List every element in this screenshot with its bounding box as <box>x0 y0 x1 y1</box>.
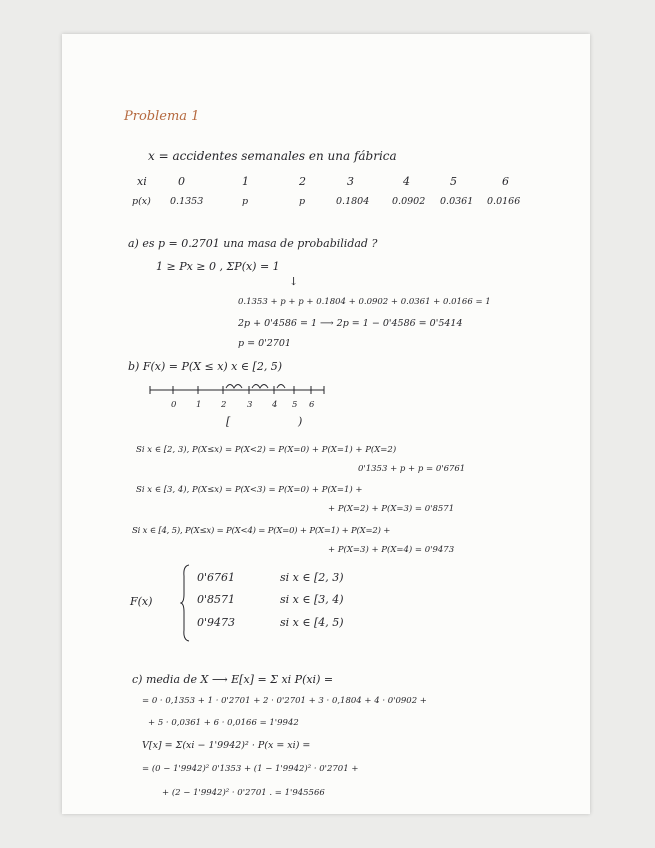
table-px-value: 0.1804 <box>336 196 370 207</box>
table-px-value: 0.0361 <box>440 196 474 207</box>
axis-tick-label: 5 <box>292 400 298 410</box>
table-xi-value: 0 <box>178 175 185 188</box>
part-b-header: b) F(x) = P(X ≤ x) x ∈ [2, 5) <box>128 360 283 373</box>
interval-open-bracket: [ <box>226 415 231 428</box>
table-px-value: 0.1353 <box>170 196 204 207</box>
part-b-line-2a: Si x ∈ [3, 4), P(X≤x) = P(X<3) = P(X=0) + P(X=1) + <box>136 485 363 495</box>
part-b-line-3b: + P(X=3) + P(X=4) = 0'9473 <box>328 545 455 555</box>
table-xi-value: 1 <box>242 175 249 188</box>
table-xi-value: 4 <box>403 175 410 188</box>
table-px-value: 0.0166 <box>487 196 521 207</box>
part-c-line-1: = 0 · 0,1353 + 1 · 0'2701 + 2 · 0'2701 + 3 · 0,1804 + 4 · 0'0902 + <box>142 696 427 706</box>
px-row-label: p(x) <box>132 196 151 207</box>
axis-tick-label: 2 <box>221 400 227 410</box>
case-value: 0'8571 <box>197 593 236 606</box>
axis-tick-label: 4 <box>272 400 278 410</box>
table-px-value: p <box>242 196 249 207</box>
xi-row-label: xi <box>137 175 147 188</box>
piecewise-brace <box>180 564 190 642</box>
case-condition: si x ∈ [4, 5) <box>280 616 344 629</box>
table-px-value: p <box>299 196 306 207</box>
part-c-header: c) media de X ⟶ E[x] = Σ xi P(xi) = <box>132 673 334 686</box>
part-c-line-5: + (2 − 1'9942)² · 0'2701 . = 1'945566 <box>162 788 325 798</box>
case-value: 0'9473 <box>197 616 236 629</box>
problem-title: Problema 1 <box>124 109 200 124</box>
table-xi-value: 6 <box>502 175 509 188</box>
fx-label: F(x) <box>130 595 153 608</box>
table-xi-value: 3 <box>347 175 354 188</box>
part-a-equation-2: 2p + 0'4586 = 1 ⟶ 2p = 1 − 0'4586 = 0'5414 <box>238 318 463 329</box>
table-xi-value: 5 <box>450 175 457 188</box>
table-xi-value: 2 <box>299 175 306 188</box>
axis-tick-label: 3 <box>247 400 253 410</box>
case-condition: si x ∈ [2, 3) <box>280 571 344 584</box>
part-c-line-4: = (0 − 1'9942)² 0'1353 + (1 − 1'9942)² · 0'2701 + <box>142 764 359 774</box>
axis-tick-label: 1 <box>196 400 202 410</box>
axis-tick-label: 0 <box>171 400 177 410</box>
part-b-line-1a: Si x ∈ [2, 3), P(X≤x) = P(X<2) = P(X=0) + P(X=1) + P(X=2) <box>136 445 397 455</box>
part-c-line-3: V[x] = Σ(xi − 1'9942)² · P(x = xi) = <box>142 740 311 751</box>
part-a-condition: 1 ≥ Px ≥ 0 , ΣP(x) = 1 <box>156 260 280 273</box>
case-value: 0'6761 <box>197 571 236 584</box>
part-a-question: a) es p = 0.2701 una masa de probabilidad ? <box>128 237 378 250</box>
part-b-line-2b: + P(X=2) + P(X=3) = 0'8571 <box>328 504 455 514</box>
part-c-line-2: + 5 · 0,0361 + 6 · 0,0166 = 1'9942 <box>148 718 299 728</box>
part-a-result: p = 0'2701 <box>238 338 291 349</box>
case-condition: si x ∈ [3, 4) <box>280 593 344 606</box>
axis-tick-label: 6 <box>309 400 315 410</box>
notebook-page <box>62 34 590 814</box>
interval-close-paren: ) <box>298 415 303 428</box>
part-a-equation-1: 0.1353 + p + p + 0.1804 + 0.0902 + 0.0361 + 0.0166 = 1 <box>238 297 491 307</box>
variable-definition: x = accidentes semanales en una fábrica <box>148 149 397 163</box>
down-arrow-icon: ↓ <box>289 275 299 288</box>
part-b-line-3a: Si x ∈ [4, 5), P(X≤x) = P(X<4) = P(X=0) + P(X=1) + P(X=2) + <box>132 526 391 536</box>
part-b-line-1b: 0'1353 + p + p = 0'6761 <box>358 464 466 474</box>
table-px-value: 0.0902 <box>392 196 426 207</box>
